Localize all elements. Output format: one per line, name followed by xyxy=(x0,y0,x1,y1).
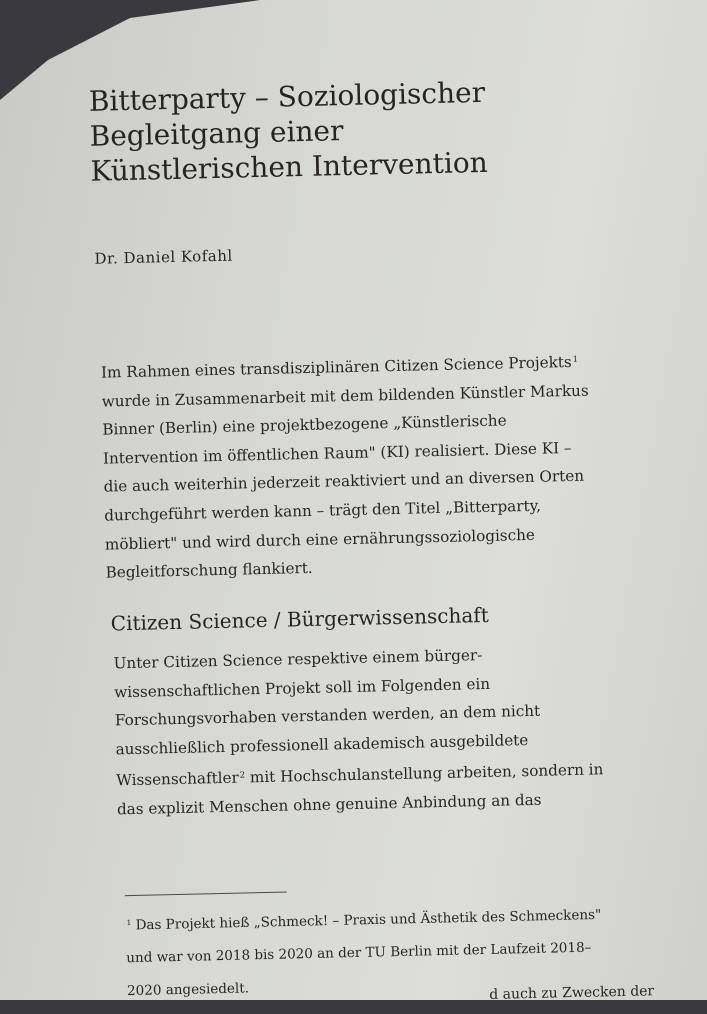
intro-line-8: Begleitforschung flankiert. xyxy=(105,559,313,582)
section-line-3: Forschungsvorhaben verstanden werden, an dem nicht xyxy=(114,701,541,730)
intro-paragraph xyxy=(101,343,646,587)
author-name: Dr. Daniel Kofahl xyxy=(94,246,233,268)
intro-line-7: möbliert" und wird durch eine ernährungssoziologische xyxy=(104,525,536,554)
section-line-4: ausschließlich professionell akademisch ausgebildete xyxy=(115,730,529,759)
intro-line-6: durchgeführt werden kann – trägt den Titel „Bitterparty, xyxy=(104,496,542,525)
intro-line-3: Binner (Berlin) eine projektbezogene „Künstlerische xyxy=(102,411,507,439)
section-line-2: wissenschaftlichen Projekt soll im Folgenden ein xyxy=(114,674,491,701)
intro-line-2: wurde in Zusammenarbeit mit dem bildenden Künstler Markus xyxy=(101,381,589,411)
intro-line-4: Intervention im öffentlichen Raum" (KI) realisiert. Diese KI – xyxy=(102,438,572,468)
section-heading: Citizen Science / Bürgerwissenschaft xyxy=(110,602,489,636)
footnote-line-2: und war von 2018 bis 2020 an der TU Berlin mit der Laufzeit 2018– xyxy=(126,940,592,967)
section-paragraph xyxy=(113,637,657,824)
section-line-1: Unter Citizen Science respektive einem bürger- xyxy=(113,646,483,673)
title-line-3: Künstlerischen Intervention xyxy=(90,145,489,188)
footnote-mark: 2 xyxy=(239,769,246,780)
title-line-2: Begleitgang einer xyxy=(89,114,344,153)
footnote-line-3: 2020 angesiedelt. xyxy=(126,980,250,1000)
section-line-5: Wissenschaftler$^2$ mit Hochschulanstellung arbeiten, sondern in xyxy=(116,760,604,790)
chapter-title xyxy=(88,72,610,189)
intro-line-1: Im Rahmen eines transdisziplinären Citizen Science Projekts$^1$ xyxy=(100,352,579,382)
cut-off-footnote-text: d auch zu Zwecken der xyxy=(489,983,655,1003)
intro-line-5: die auch weiterhin jederzeit reaktiviert und an diversen Orten xyxy=(103,467,585,496)
title-line-1: Bitterparty – Soziologischer xyxy=(88,75,486,118)
section-line-6: das explizit Menschen ohne genuine Anbindung an das xyxy=(116,790,542,819)
footnote-mark: 1 xyxy=(572,353,579,364)
footnote-line-1: $^1$ Das Projekt hieß „Schmeck! – Praxis und Ästhetik des Schmeckens" xyxy=(126,906,602,934)
footnote-divider xyxy=(125,892,287,897)
footnote-number: 1 xyxy=(126,918,132,928)
